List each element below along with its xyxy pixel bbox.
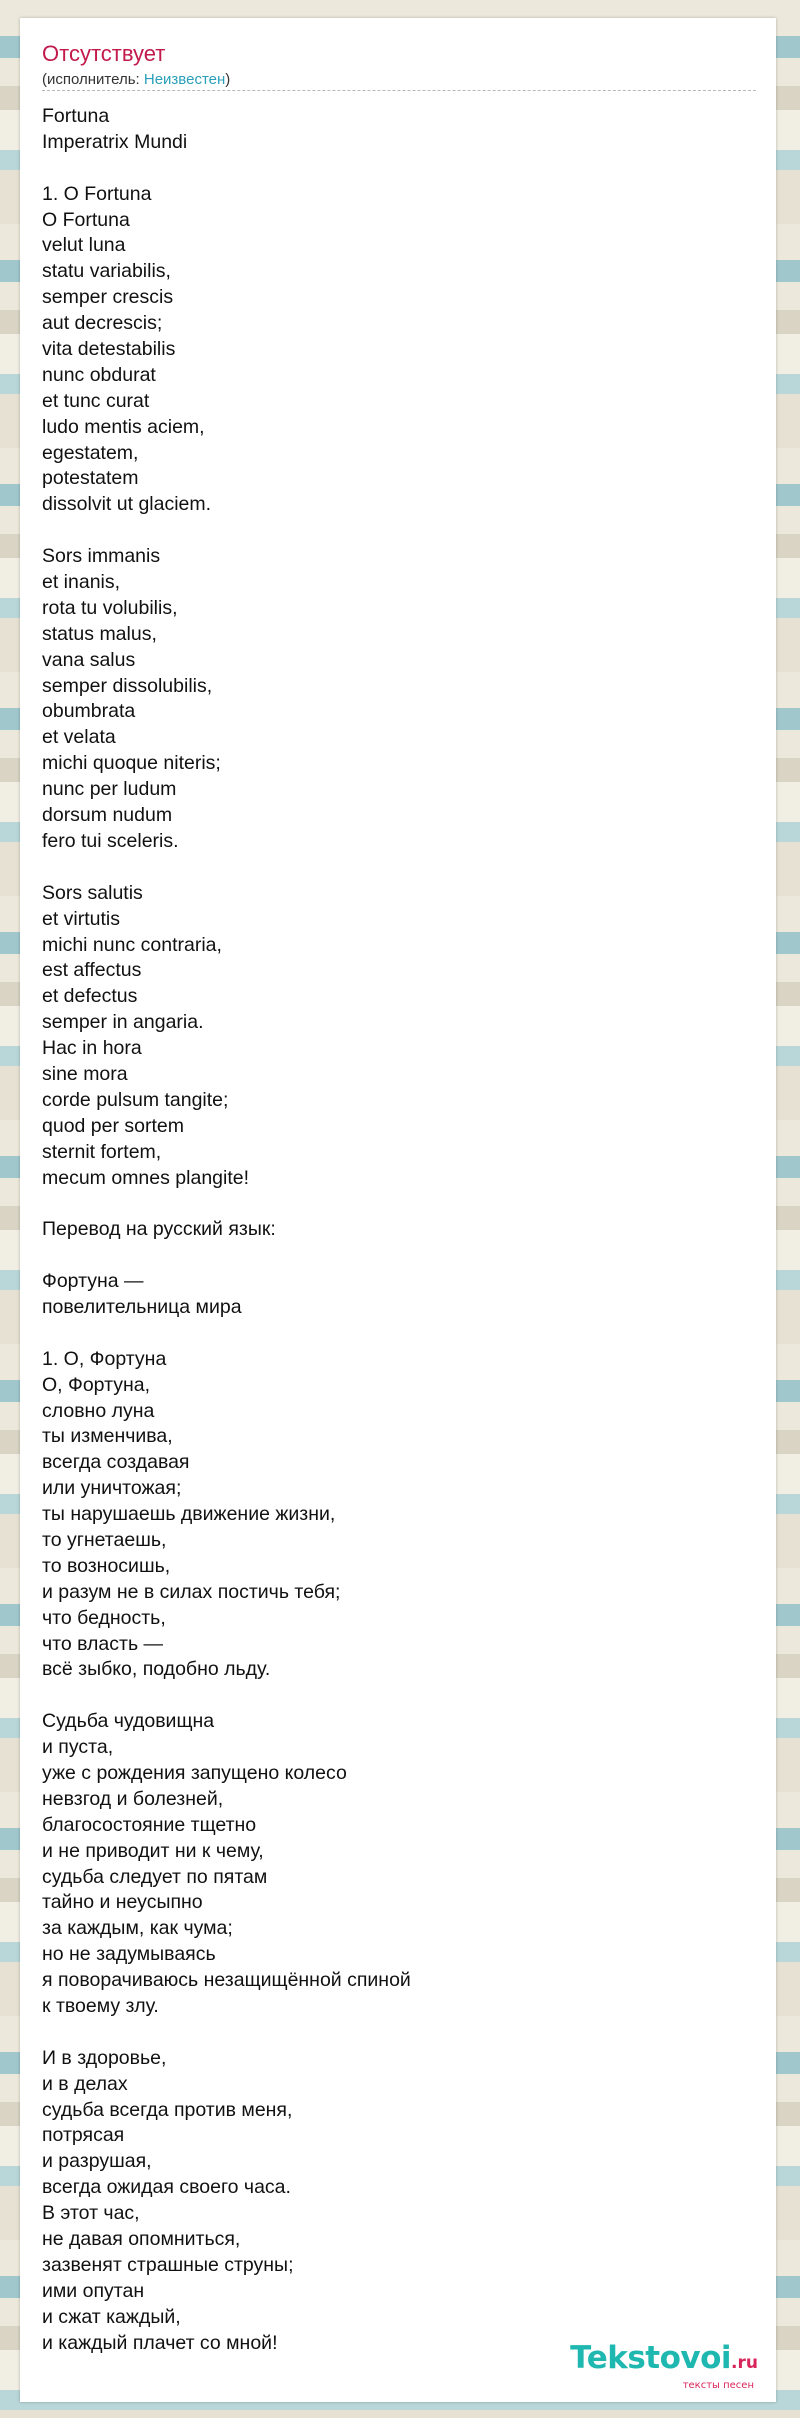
lyric-line: но не задумываясь	[42, 1943, 216, 1966]
lyric-line: et tunc curat	[42, 389, 150, 412]
lyric-line: всегда создавая	[42, 1451, 190, 1474]
lyric-line: и сжат каждый,	[42, 2305, 181, 2328]
logo-wordmark	[570, 2341, 758, 2380]
lyric-blank-line	[42, 2020, 752, 2046]
lyric-line: velut luna	[42, 234, 126, 257]
lyric-line: и не приводит ни к чему,	[42, 1839, 264, 1862]
lyric-line: ты изменчива,	[42, 1425, 173, 1448]
lyric-line: что бедность,	[42, 1606, 166, 1629]
lyric-blank-line	[42, 1683, 752, 1709]
lyric-line: status malus,	[42, 622, 157, 645]
lyric-blank-line	[42, 1243, 752, 1269]
lyric-line: всегда ожидая своего часа.	[42, 2176, 291, 2199]
lyric-line: И в здоровье,	[42, 2046, 167, 2069]
lyric-line: michi nunc contraria,	[42, 933, 222, 956]
lyric-line: что власть —	[42, 1632, 164, 1655]
lyric-line: и каждый плачет со мной!	[42, 2331, 278, 2354]
lyric-line: rota tu volubilis,	[42, 596, 178, 619]
lyric-line: O Fortuna	[42, 208, 130, 231]
lyric-line: и пуста,	[42, 1736, 114, 1759]
lyric-line: повелительница мира	[42, 1295, 242, 1318]
lyric-line: potestatem	[42, 467, 139, 490]
lyric-line: Fortuna	[42, 105, 110, 127]
lyric-line: ludo mentis aciem,	[42, 415, 205, 438]
lyric-line: vana salus	[42, 648, 136, 671]
lyric-line: и разрушая,	[42, 2150, 152, 2173]
lyric-line: то возносишь,	[42, 1554, 171, 1577]
lyric-line: fero tui sceleris.	[42, 829, 179, 852]
lyric-line: ими опутан	[42, 2279, 145, 2302]
lyric-line: Фортуна —	[42, 1270, 144, 1293]
lyric-line: et virtutis	[42, 907, 121, 930]
lyric-line: судьба всегда против меня,	[42, 2098, 293, 2121]
lyric-line: я поворачиваюсь незащищённой спиной	[42, 1969, 411, 1992]
artist-prefix: (исполнитель:	[42, 71, 144, 88]
lyric-line: dissolvit ut glaciem.	[42, 493, 212, 516]
site-logo[interactable]	[570, 2341, 758, 2392]
lyric-line: Hac in hora	[42, 1037, 142, 1060]
lyric-line: nunc per ludum	[42, 778, 177, 801]
artist-suffix: )	[225, 71, 231, 88]
lyric-line: словно луна	[42, 1399, 155, 1422]
lyric-line: к твоему злу.	[42, 1995, 159, 2018]
lyric-line: 1. О, Фортуна	[42, 1347, 167, 1370]
lyric-blank-line	[42, 1321, 752, 1347]
lyric-line: 1. O Fortuna	[42, 182, 152, 205]
lyrics-text	[42, 104, 752, 2356]
artist-line	[42, 70, 230, 90]
lyric-line: судьба следует по пятам	[42, 1865, 268, 1888]
lyric-line: и в делах	[42, 2072, 128, 2095]
lyric-line: vita detestabilis	[42, 338, 176, 361]
lyric-line: et velata	[42, 726, 116, 749]
lyric-line: за каждым, как чума;	[42, 1917, 233, 1940]
lyric-line: Sors immanis	[42, 545, 161, 568]
lyric-line: mecum omnes plangite!	[42, 1166, 250, 1189]
lyric-line: egestatem,	[42, 441, 139, 464]
lyric-line: obumbrata	[42, 700, 136, 723]
lyric-line: semper dissolubilis,	[42, 674, 213, 697]
lyric-line: nunc obdurat	[42, 363, 156, 386]
lyric-line: невзгод и болезней,	[42, 1787, 224, 1810]
lyric-line: corde pulsum tangite;	[42, 1088, 229, 1111]
lyric-line: semper in angaria.	[42, 1011, 204, 1034]
lyric-line: michi quoque niteris;	[42, 752, 221, 775]
lyric-line: О, Фортуна,	[42, 1373, 151, 1396]
lyric-line: тайно и неусыпно	[42, 1891, 203, 1914]
lyric-line: sine mora	[42, 1062, 128, 1085]
lyric-line: благосостояние тщетно	[42, 1813, 257, 1836]
lyric-line: Sors salutis	[42, 881, 143, 904]
lyric-line: et defectus	[42, 985, 138, 1008]
lyric-line: semper crescis	[42, 286, 174, 309]
lyric-blank-line	[42, 855, 752, 881]
logo-name: Tekstovoi	[570, 2340, 732, 2376]
lyric-line: и разум не в силах постичь тебя;	[42, 1580, 341, 1603]
lyric-line: уже с рождения запущено колесо	[42, 1762, 347, 1784]
logo-tagline: тексты песен	[682, 2380, 754, 2391]
lyric-line: Перевод на русский язык:	[42, 1218, 276, 1241]
lyric-blank-line	[42, 518, 752, 544]
lyric-line: всё зыбко, подобно льду.	[42, 1658, 271, 1681]
lyric-line: не давая опомниться,	[42, 2228, 241, 2251]
song-title: Отсутствует	[42, 41, 166, 66]
lyric-line: то угнетаешь,	[42, 1528, 167, 1551]
lyric-line: зазвенят страшные струны;	[42, 2253, 294, 2276]
lyric-line: sternit fortem,	[42, 1140, 162, 1163]
lyric-line: est affectus	[42, 959, 142, 982]
lyric-blank-line	[42, 1191, 752, 1217]
lyric-line: statu variabilis,	[42, 260, 171, 283]
lyric-line: Imperatrix Mundi	[42, 130, 188, 153]
lyric-line: потрясая	[42, 2124, 125, 2147]
lyric-line: В этот час,	[42, 2202, 140, 2225]
title-divider	[42, 90, 756, 91]
lyric-line: dorsum nudum	[42, 804, 173, 827]
lyric-blank-line	[42, 156, 752, 182]
lyric-line: ты нарушаешь движение жизни,	[42, 1503, 336, 1526]
lyric-line: quod per sortem	[42, 1114, 184, 1137]
artist-link[interactable]: Неизвестен	[143, 71, 226, 88]
lyric-line: или уничтожая;	[42, 1477, 182, 1500]
lyric-line: aut decrescis;	[42, 312, 163, 335]
lyric-line: Судьба чудовищна	[42, 1710, 215, 1733]
logo-tld: .ru	[731, 2353, 758, 2373]
lyrics-card	[20, 18, 776, 2402]
lyric-line: et inanis,	[42, 571, 121, 594]
